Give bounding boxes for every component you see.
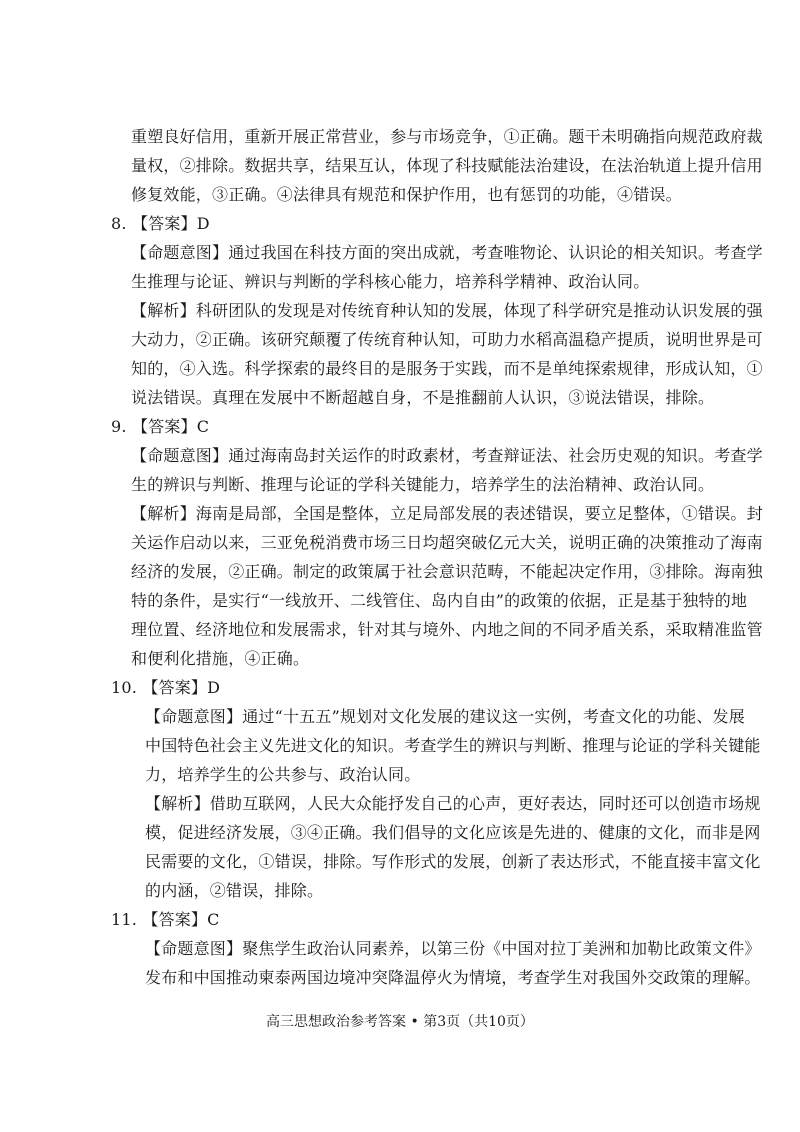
text-line: 大动力，②正确。该研究颠覆了传统育种认知，可助力水稻高温稳产提质，说明世界是可 — [131, 330, 763, 349]
text-line: 中国特色社会主义先进文化的知识。考查学生的辨识与判断、推理与论证的学科关键能 — [145, 736, 761, 755]
text-line: 的内涵，②错误，排除。 — [145, 881, 324, 900]
text-line: 【命题意图】通过海南岛封关运作的时政素材，考查辩证法、社会历史观的知识。考查学 — [131, 446, 763, 465]
text-line: 特的条件，是实行“一线放开、二线管住、岛内自由”的政策的依据，正是基于独特的地 — [131, 591, 748, 610]
text-line: 【解析】海南是局部，全国是整体，立足局部发展的表述错误，要立足整体，①错误。封 — [131, 504, 763, 523]
text-line: 【命题意图】通过我国在科技方面的突出成就，考查唯物论、认识论的相关知识。考查学 — [131, 243, 763, 262]
text-line: 关运作启动以来，三亚免税消费市场三日均超突破亿元大关，说明正确的决策推动了海南 — [131, 533, 763, 552]
answer-heading: 10. 【答案】D — [111, 678, 221, 697]
text-line: 理位置、经济地位和发展需求，针对其与境外、内地之间的不同矛盾关系，采取精准监管 — [131, 620, 763, 639]
page-footer: 高三思想政治参考答案 • 第3页（共10页） — [266, 1014, 534, 1030]
text-line: 量权，②排除。数据共享，结果互认，体现了科技赋能法治建设，在法治轨道上提升信用 — [131, 156, 763, 175]
text-line: 【解析】科研团队的发现是对传统育种认知的发展，体现了科学研究是推动认识发展的强 — [131, 301, 763, 320]
text-line: 发布和中国推动柬泰两国边境冲突降温停火为情境，考查学生对我国外交政策的理解。 — [145, 968, 761, 987]
answer-heading: 11. 【答案】C — [111, 910, 220, 929]
text-line: 【解析】借助互联网，人民大众能抒发自己的心声，更好表达，同时还可以创造市场规 — [145, 794, 761, 813]
text-line: 说法错误。真理在发展中不断超越自身，不是推翻前人认识，③说法错误，排除。 — [131, 388, 715, 407]
answer-heading: 8. 【答案】D — [111, 214, 210, 233]
text-line: 重塑良好信用，重新开展正常营业，参与市场竞争，①正确。题干未明确指向规范政府裁 — [131, 127, 763, 146]
text-line: 民需要的文化，①错误，排除。写作形式的发展，创新了表达形式，不能直接丰富文化 — [145, 852, 761, 871]
text-line: 经济的发展，②正确。制定的政策属于社会意识范畴，不能起决定作用，③排除。海南独 — [131, 562, 763, 581]
text-line: 【命题意图】聚焦学生政治认同素养，以第三份《中国对拉丁美洲和加勒比政策文件》 — [145, 939, 761, 958]
answer-heading: 9. 【答案】C — [111, 417, 210, 436]
text-line: 和便利化措施，④正确。 — [131, 649, 310, 668]
text-line: 修复效能，③正确。④法律具有规范和保护作用，也有惩罚的功能，④错误。 — [131, 185, 682, 204]
text-line: 知的，④入选。科学探索的最终目的是服务于实践，而不是单纯探索规律，形成认知，① — [131, 359, 763, 378]
text-line: 【命题意图】通过“十五五”规划对文化发展的建议这一实例，考查文化的功能、发展 — [145, 707, 745, 726]
text-line: 生的辨识与判断、推理与论证的学科关键能力，培养学生的法治精神、政治认同。 — [131, 475, 715, 494]
text-line: 生推理与论证、辨识与判断的学科核心能力，培养科学精神、政治认同。 — [131, 272, 650, 291]
text-line: 力，培养学生的公共参与、政治认同。 — [145, 765, 421, 784]
text-line: 模，促进经济发展，③④正确。我们倡导的文化应该是先进的、健康的文化，而非是网 — [145, 823, 761, 842]
